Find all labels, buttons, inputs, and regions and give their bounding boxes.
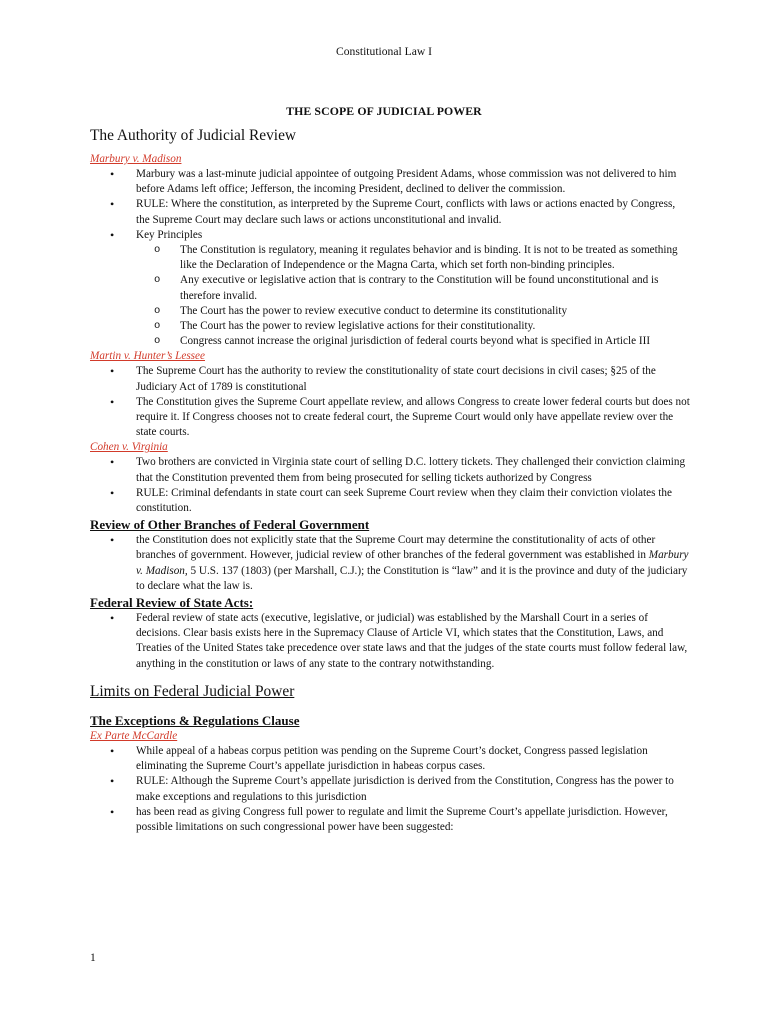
running-header: Constitutional Law I bbox=[336, 45, 432, 58]
list-item-label: Key Principles bbox=[136, 228, 203, 241]
list-item: • Marbury was a last-minute judicial appointee of outgoing President Adams, whose commission was not delivered to him before Adams left office; Jefferson, the incoming President, declined to deliver the commission. bbox=[136, 167, 690, 197]
list-item: • Two brothers are convicted in Virginia state court of selling D.C. lottery tickets. They challenged their conviction claiming that the Constitution prevented them from being prosecuted for selling tickets authorized by Congress bbox=[136, 455, 690, 485]
text-run: 5 U.S. 137 (1803) (per Marshall, C.J.); the Constitution is “law” and it is the province and duty of the judiciary to declare what the law is. bbox=[136, 564, 688, 592]
case-heading-mccardle: Ex Parte McCardle bbox=[90, 729, 178, 742]
list-item: • RULE: Criminal defendants in state court can seek Supreme Court review when they claim their conviction violates the constitution. bbox=[136, 486, 690, 516]
case-heading-martin: Martin v. Hunter’s Lessee bbox=[90, 350, 205, 363]
bullet-list-marbury bbox=[90, 167, 690, 349]
document-body bbox=[90, 126, 690, 835]
sub-list-item: o The Constitution is regulatory, meaning it regulates behavior and is binding. It is not to be treated as something like the Declaration of Independence or the Magna Carta, which set forth non-binding principles. bbox=[180, 243, 690, 273]
page-number: 1 bbox=[90, 951, 96, 964]
section-heading-limits: Limits on Federal Judicial Power bbox=[90, 682, 295, 700]
list-item: • RULE: Although the Supreme Court’s appellate jurisdiction is derived from the Constitution, Congress has the power to make exceptions and regulations to this jurisdiction bbox=[136, 774, 690, 804]
bullet-list-state-acts bbox=[90, 611, 690, 672]
bullet-list-cohen bbox=[90, 455, 690, 516]
list-item: • The Supreme Court has the authority to review the constitutionality of state court decisions in civil cases; §25 of the Judiciary Act of 1789 is constitutional bbox=[136, 364, 690, 394]
bullet-list-martin bbox=[90, 364, 690, 440]
sub-list-item: o The Court has the power to review executive conduct to determine its constitutionality bbox=[180, 304, 690, 319]
sub-list-item: o Any executive or legislative action that is contrary to the Constitution will be found unconstitutional and is therefore invalid. bbox=[180, 273, 690, 303]
case-heading-marbury: Marbury v. Madison bbox=[90, 153, 182, 165]
list-item bbox=[136, 533, 690, 594]
bullet-list-mccardle bbox=[90, 744, 690, 835]
case-heading-cohen: Cohen v. Virginia bbox=[90, 441, 168, 454]
list-item bbox=[136, 228, 690, 350]
sub-list-key-principles bbox=[136, 243, 690, 349]
subsection-heading-exceptions: The Exceptions & Regulations Clause bbox=[90, 712, 300, 728]
bullet-list-other-branches bbox=[90, 533, 690, 594]
document-title: THE SCOPE OF JUDICIAL POWER bbox=[286, 104, 482, 118]
list-item: • RULE: Where the constitution, as interpreted by the Supreme Court, conflicts with laws or actions enacted by Congress, the Supreme Court may declare such laws or actions unconstitutional and invalid. bbox=[136, 197, 690, 227]
sub-list-item: o The Court has the power to review legislative actions for their constitutionality. bbox=[180, 319, 690, 334]
list-item: • has been read as giving Congress full power to regulate and limit the Supreme Court’s appellate jurisdiction. However, possible limitations on such congressional power have been suggested: bbox=[136, 805, 690, 835]
section-heading-other-branches: Review of Other Branches of Federal Government bbox=[90, 517, 370, 533]
list-item: • Federal review of state acts (executive, legislative, or judicial) was established by the Marshall Court in a series of decisions. Clear basis exists here in the Supremacy Clause of Article VI, which states that the Constitution, Laws, and Treaties of the United States take precedence over state laws and that the judges of the state courts must follow federal law, anything in the constitution or laws of any state to the contrary notwithstanding. bbox=[136, 611, 690, 672]
sub-list-item: o Congress cannot increase the original jurisdiction of federal courts beyond what is specified in Article III bbox=[180, 334, 690, 349]
section-heading-state-acts: Federal Review of State Acts: bbox=[90, 595, 254, 611]
text-run: the Constitution does not explicitly state that the Supreme Court may determine the constitutionality of acts of other branches of government. However, judicial review of other branches of the federal government was established in bbox=[136, 534, 656, 562]
section-heading-judicial-review: The Authority of Judicial Review bbox=[90, 127, 297, 144]
case-citation: Marbury v. Madison, bbox=[136, 549, 689, 577]
list-item: • While appeal of a habeas corpus petition was pending on the Supreme Court’s docket, Congress passed legislation eliminating the Supreme Court’s appellate jurisdiction in habeas corpus cases. bbox=[136, 744, 690, 774]
list-item: • The Constitution gives the Supreme Court appellate review, and allows Congress to create lower federal courts but does not require it. If Congress chooses not to create federal court, the Supreme Court would only have appellate review over the state courts. bbox=[136, 395, 690, 441]
